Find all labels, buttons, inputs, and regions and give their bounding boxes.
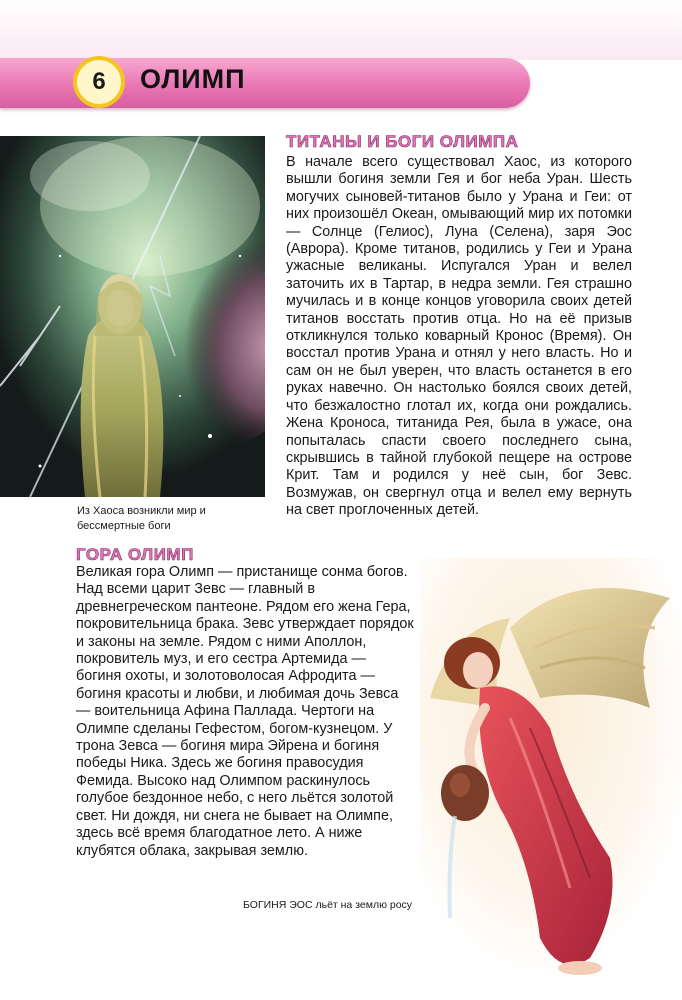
- section-text-titans: В начале всего существовал Хаос, из которого вышли богиня земли Гея и бог неба Уран. Шесть могучих сыновей-титанов было у Урана и Геи: от них произошёл Океан, омывающий мир их потомки — Солнце (Гелиос), Луна (Селена), заря Эос (Аврора). Кроме титанов, родились у Геи и Урана ужасные великаны. Испугался Уран и велел заточить их в Тартар, в недра земли. Гея страшно мучилась и в конце концов уговорила своих детей титанов восстать против отца. Но на её призыв откликнулся только коварный Кронос (Время). Он восстал против Урана и отнял у него власть. Но и сам он не был уверен, что власть останется в его руках навечно. Он настолько боялся своих детей, что безжалостно глотал их, когда они рождались. Жена Кроноса, титанида Рея, была в ужасе, она попыталась спасти своего последнего сына, скрывшись в тайной глубокой пещере на острове Крит. Там и родился у неё сын, бог Зевс. Возмужав, он свергнул отца и велел ему вернуть на свет проглоченных детей.: [286, 154, 632, 519]
- section-title-titans: ТИТАНЫ И БОГИ ОЛИМПА: [286, 132, 519, 151]
- chapter-title: ОЛИМП: [140, 64, 246, 94]
- page-top-gradient: [0, 0, 682, 60]
- chapter-number-badge: 6: [73, 56, 125, 108]
- section-title-olymp: ГОРА ОЛИМП: [76, 545, 194, 564]
- chaos-illustration: [0, 136, 265, 497]
- eos-caption: БОГИНЯ ЭОС льёт на землю росу: [243, 899, 413, 911]
- section-text-olymp: Великая гора Олимп — пристанище сонма богов. Над всеми царит Зевс — главный в древнегреческом пантеоне. Рядом его жена Гера, покровительница брака. Зевс утверждает порядок и законы на земле. Рядом с ними Аполлон, покровитель муз, и его сестра Артемида — богиня охоты, и золотоволосая Афродита — богиня красоты и любви, и любимая дочь Зевса — воительница Афина Паллада. Чертоги на Олимпе сделаны Гефестом, богом-кузнецом. У трона Зевса — богиня мира Эйрена и богиня победы Ника. Здесь же богиня правосудия Фемида. Высоко над Олимпом раскинулось голубое бездонное небо, с него льётся золотой свет. Ни дождя, ни снега не бывает на Олимпе, здесь всё время благодатное лето. А ниже клубятся облака, закрывая землю.: [76, 564, 414, 859]
- chaos-caption: Из Хаоса возникли мир и бессмертные боги: [77, 505, 206, 532]
- eos-illustration: [420, 558, 682, 1000]
